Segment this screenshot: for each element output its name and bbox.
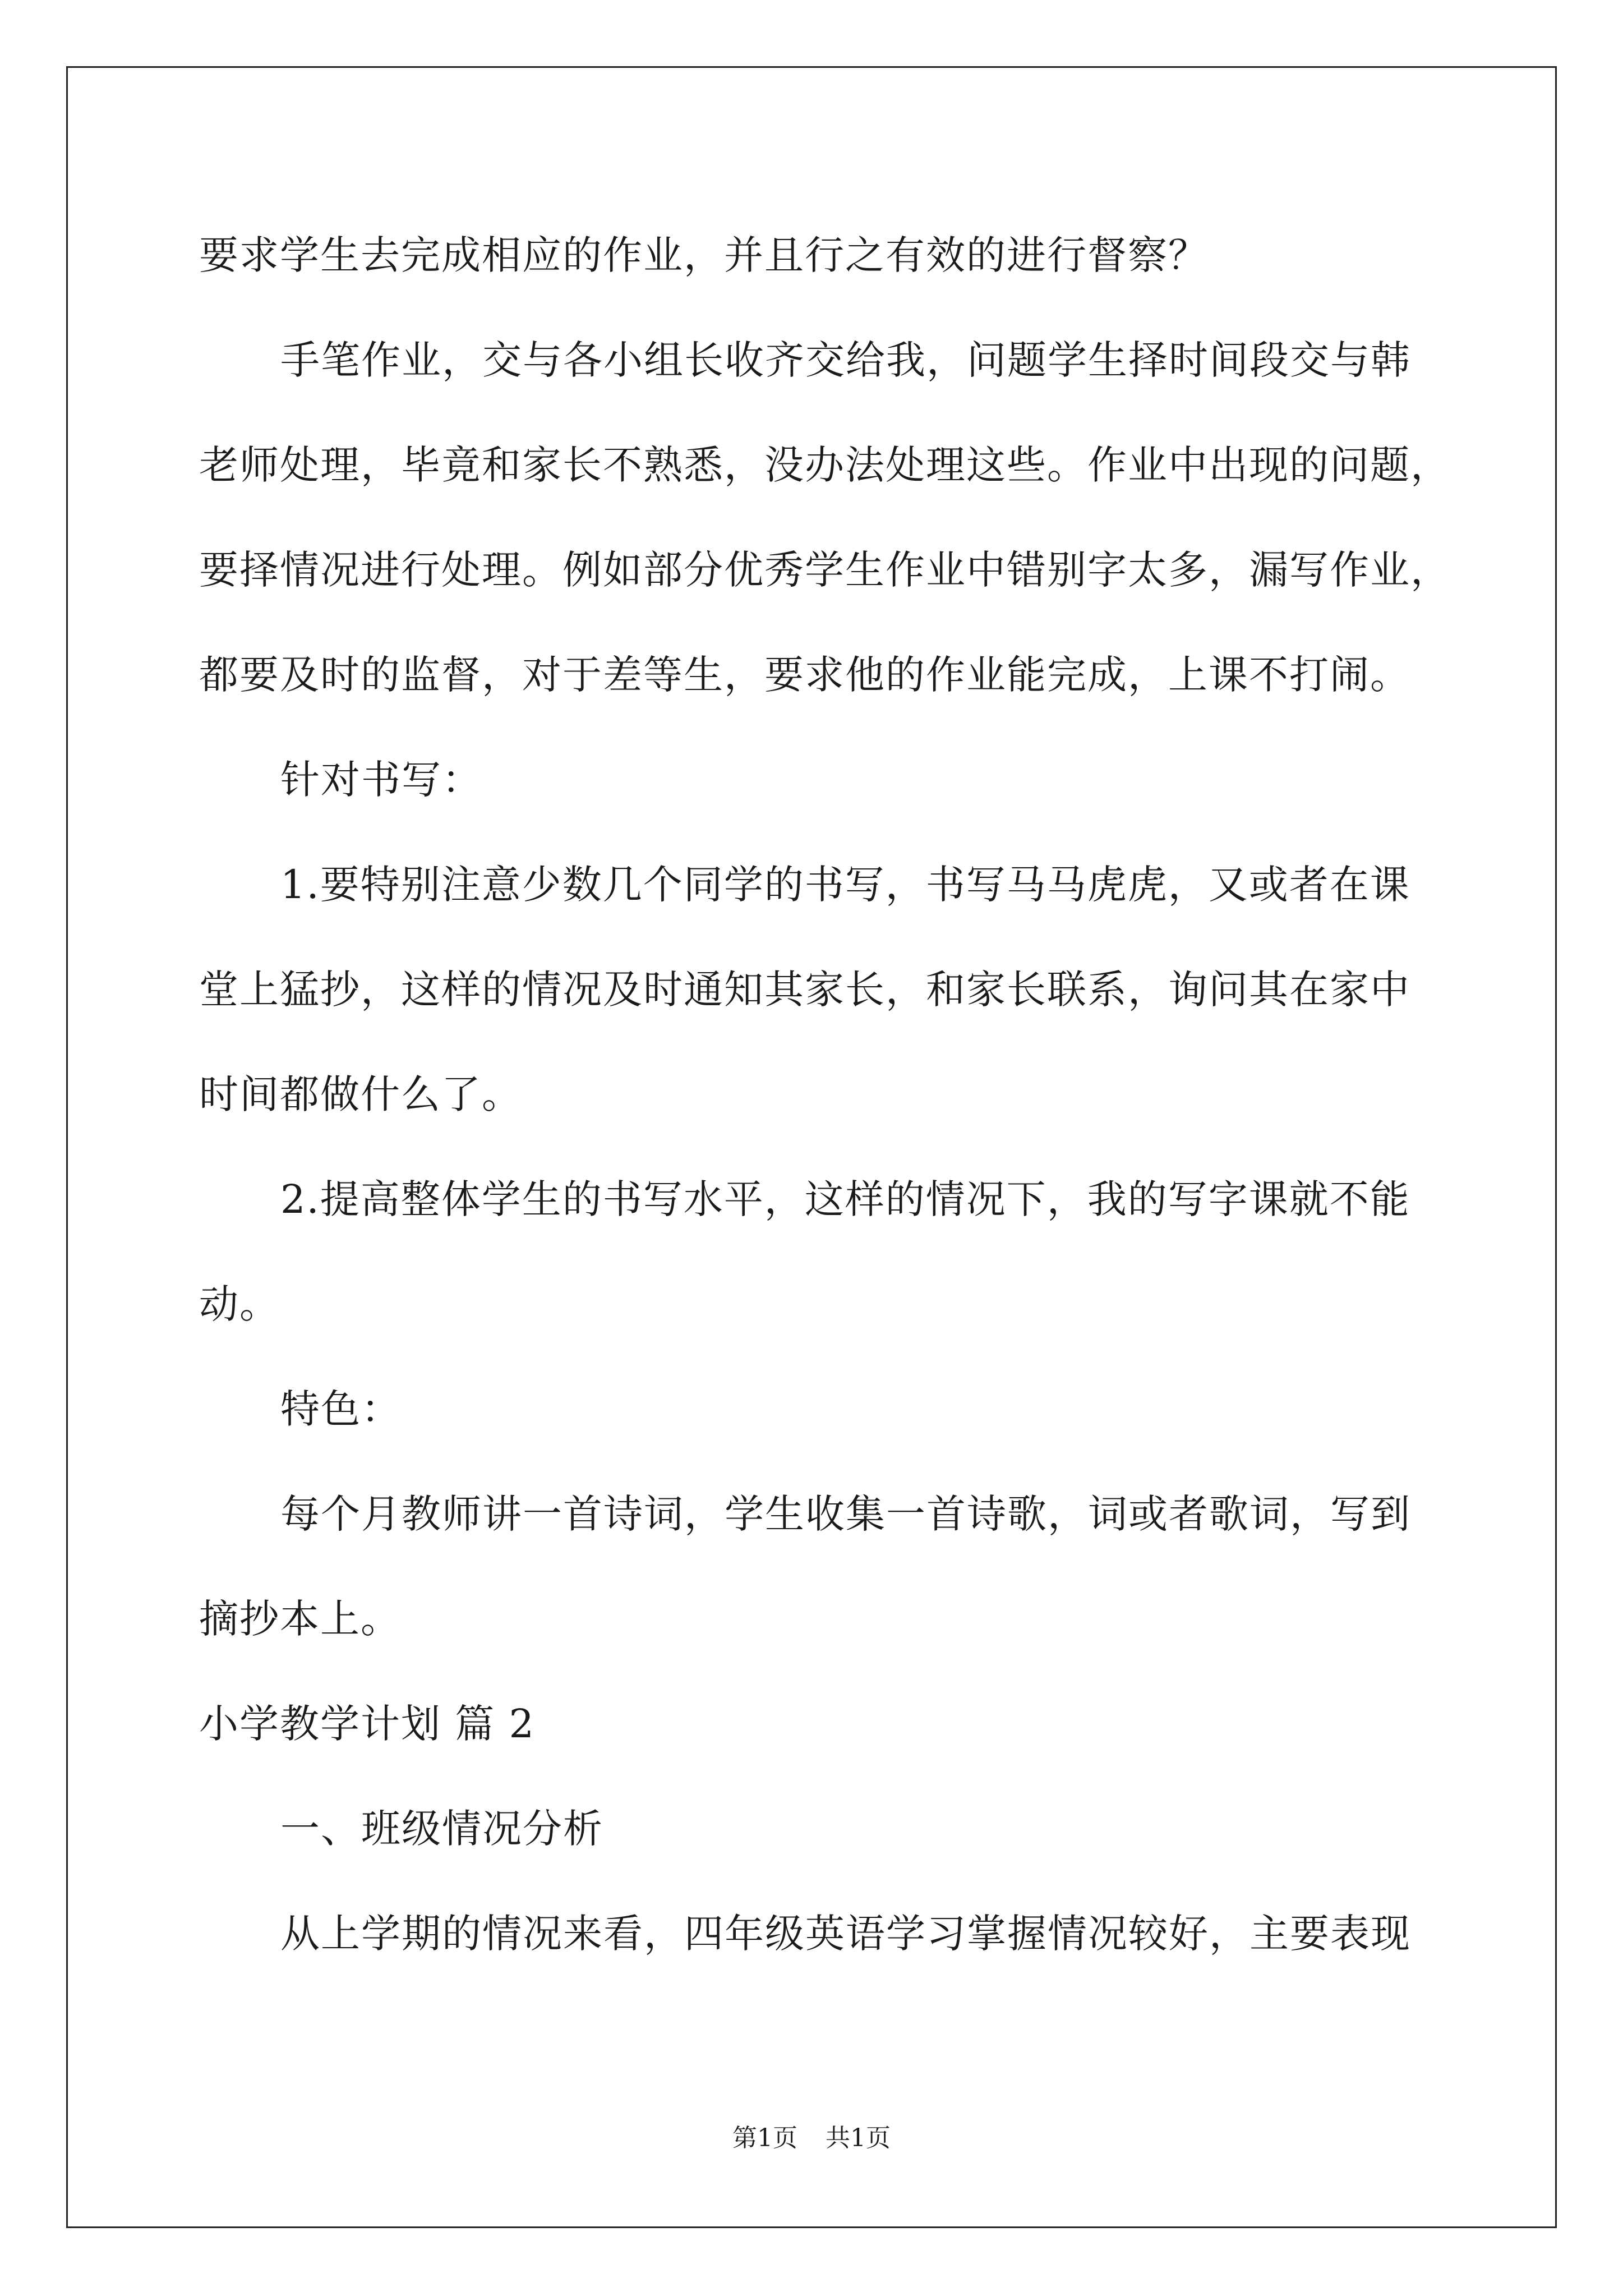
text-line: 都要及时的监督，对于差等生，要求他的作业能完成，上课不打闹。 xyxy=(199,652,1410,698)
text-line: 要求学生去完成相应的作业，并且行之有效的进行督察？ xyxy=(199,232,1209,278)
section-heading: 特色： xyxy=(280,1386,402,1432)
text-line: 2.提高整体学生的书写水平，这样的情况下，我的写字课就不能 xyxy=(280,1176,1410,1222)
text-line: 从上学期的情况来看，四年级英语学习掌握情况较好，主要表现 xyxy=(280,1911,1411,1957)
section-heading: 一、班级情况分析 xyxy=(280,1806,603,1852)
section-heading: 针对书写： xyxy=(280,757,482,803)
text-line: 摘抄本上。 xyxy=(199,1596,401,1642)
page-number: 第1页 xyxy=(732,2124,797,2152)
text-line: 动。 xyxy=(199,1281,280,1327)
page-total: 共1页 xyxy=(826,2124,891,2152)
text-line: 堂上猛抄，这样的情况及时通知其家长，和家长联系，询问其在家中 xyxy=(199,967,1410,1013)
text-line: 手笔作业，交与各小组长收齐交给我，问题学生择时间段交与韩 xyxy=(280,337,1411,383)
text-line: 每个月教师讲一首诗词，学生收集一首诗歌，词或者歌词，写到 xyxy=(280,1491,1411,1537)
text-line: 时间都做什么了。 xyxy=(199,1071,522,1117)
page-footer xyxy=(0,2122,1623,2155)
article-title: 小学教学计划 篇 2 xyxy=(199,1701,536,1747)
text-line: 要择情况进行处理。例如部分优秀学生作业中错别字太多，漏写作业， xyxy=(199,547,1451,593)
text-line: 1.要特别注意少数几个同学的书写，书写马马虎虎，又或者在课 xyxy=(280,862,1410,908)
text-line: 老师处理，毕竟和家长不熟悉，没办法处理这些。作业中出现的问题， xyxy=(199,442,1451,488)
